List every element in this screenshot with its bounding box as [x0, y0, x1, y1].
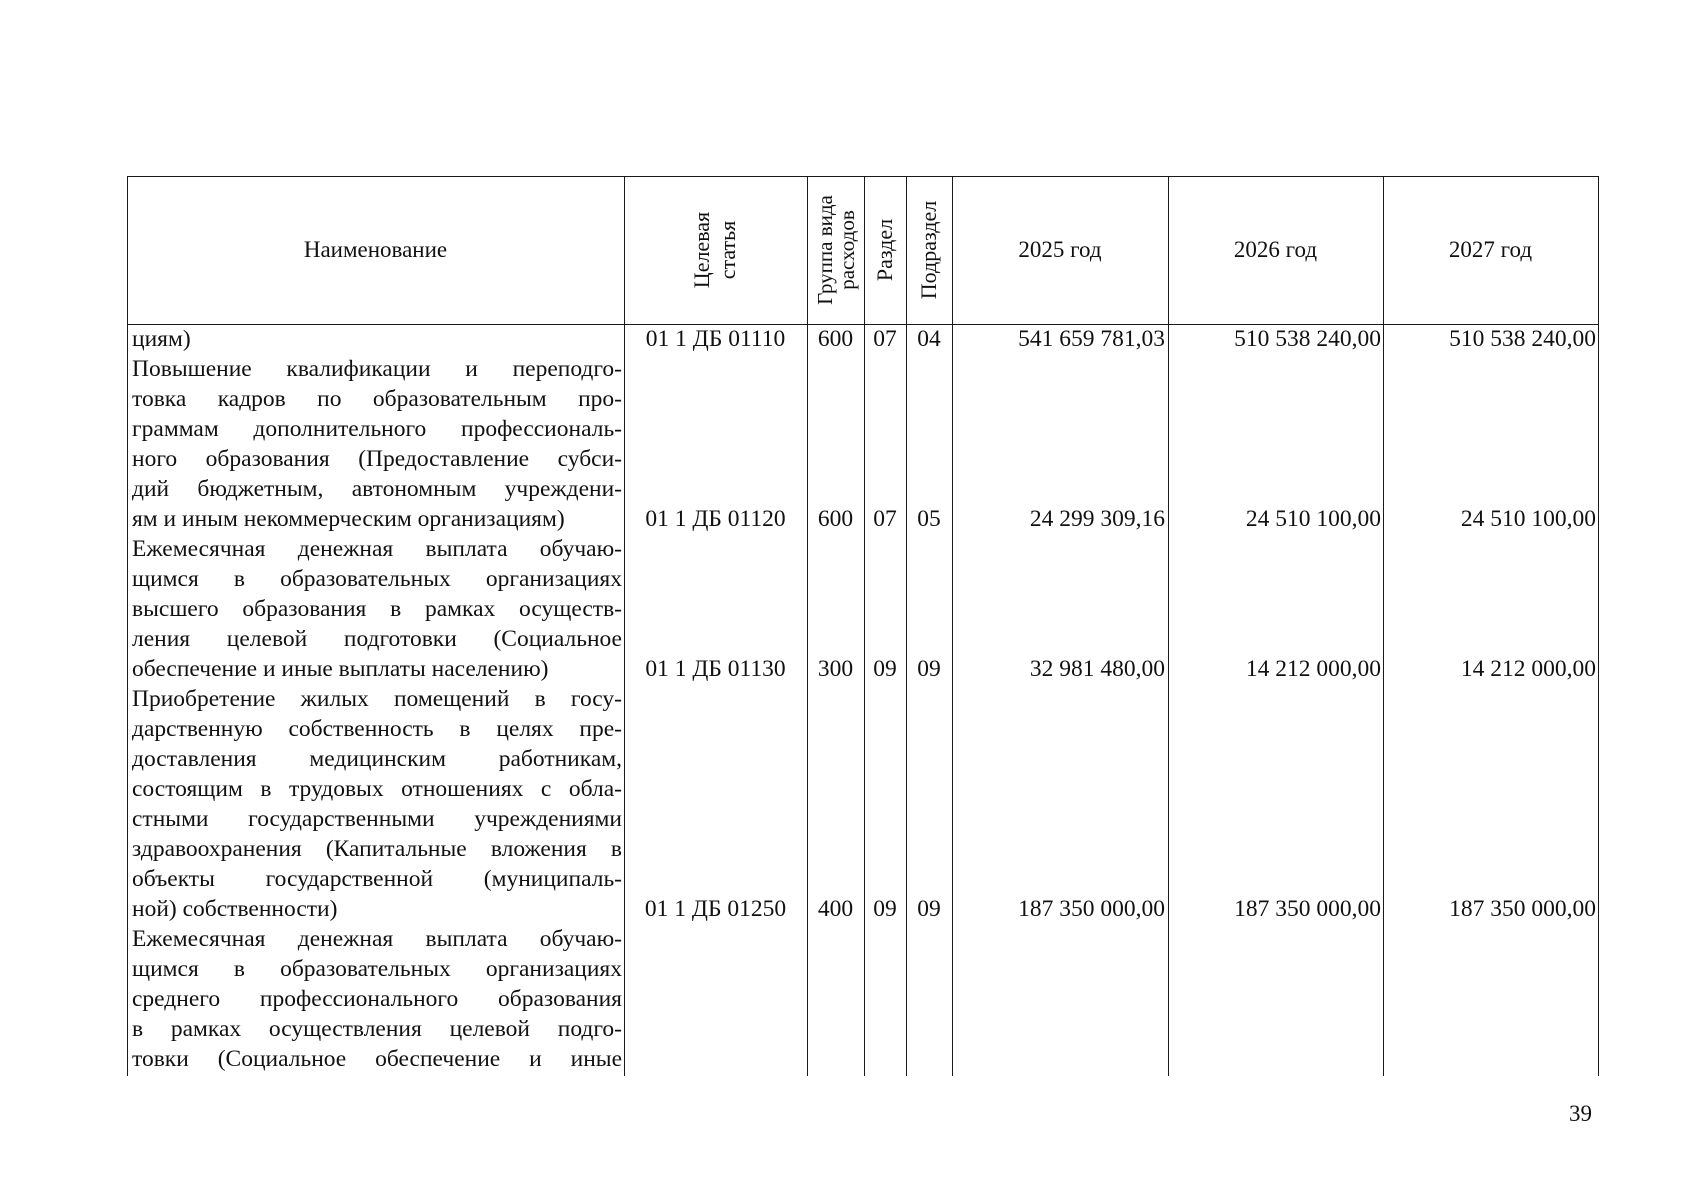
- cell-2025: 24 299 309,16: [1029, 506, 1165, 532]
- cell-article: 01 1 ДБ 01130: [645, 656, 786, 682]
- name-line: Повышение квалификации и переподго-: [132, 356, 622, 382]
- name-line: циям): [132, 326, 191, 352]
- cell-section: 07: [873, 326, 897, 352]
- name-line: среднего профессионального образования: [132, 986, 622, 1012]
- name-line: Ежемесячная денежная выплата обучаю-: [132, 926, 622, 952]
- cell-article: 01 1 ДБ 01250: [644, 896, 787, 922]
- name-line: граммам дополнительного профессиональ-: [132, 416, 622, 442]
- cell-2025: 32 981 480,00: [1029, 656, 1165, 682]
- budget-table: [127, 176, 1599, 1076]
- header-2025: 2025 год: [1018, 237, 1102, 262]
- name-column: [132, 324, 622, 1074]
- cell-group: 600: [817, 506, 854, 532]
- header-2026: 2026 год: [1233, 237, 1318, 262]
- cell-2026: 14 212 000,00: [1245, 656, 1381, 682]
- page-number: 39: [1569, 1101, 1592, 1126]
- cell-subsection: 09: [917, 896, 941, 922]
- cell-2027: 14 212 000,00: [1460, 656, 1596, 682]
- cell-article: 01 1 ДБ 01120: [645, 506, 786, 532]
- cell-section: 09: [873, 656, 897, 682]
- cell-2025: 541 659 781,03: [1018, 326, 1165, 352]
- cell-section: 09: [873, 896, 897, 922]
- cell-article: 01 1 ДБ 01110: [645, 326, 786, 352]
- header-subsection: Подраздел: [916, 200, 942, 300]
- name-line: Ежемесячная денежная выплата обучаю-: [132, 536, 622, 562]
- cell-2027: 187 350 000,00: [1449, 896, 1596, 922]
- cell-group: 300: [817, 656, 854, 682]
- cell-2026: 187 350 000,00: [1234, 896, 1381, 922]
- name-line: объекты государственной (муниципаль-: [132, 866, 622, 892]
- name-line: Приобретение жилых помещений в госу-: [132, 686, 622, 712]
- header-2027: 2027 год: [1448, 237, 1533, 262]
- name-line: ной) собственности): [132, 896, 338, 922]
- cell-2027: 24 510 100,00: [1460, 506, 1596, 532]
- name-line: здравоохранения (Капитальные вложения в: [132, 836, 622, 862]
- cell-subsection: 04: [917, 326, 941, 352]
- cell-2027: 510 538 240,00: [1449, 326, 1596, 352]
- header-name: Наименование: [303, 237, 448, 262]
- name-line: доставления медицинским работникам,: [132, 746, 622, 772]
- name-line: состоящим в трудовых отношениях с обла-: [132, 776, 622, 802]
- cell-subsection: 05: [917, 506, 941, 532]
- cell-2026: 24 510 100,00: [1245, 506, 1381, 532]
- name-line: щимся в образовательных организациях: [132, 956, 622, 982]
- name-line: ного образования (Предоставление субси-: [132, 446, 622, 472]
- cell-group: 600: [817, 326, 854, 352]
- name-line: стными государственными учреждениями: [132, 806, 622, 832]
- header-expense-group: Группа вида расходов: [812, 195, 859, 305]
- name-line: товка кадров по образовательным про-: [132, 386, 622, 412]
- cell-2026: 510 538 240,00: [1234, 326, 1381, 352]
- name-line: щимся в образовательных организациях: [132, 566, 622, 592]
- name-line: товки (Социальное обеспечение и иные: [132, 1046, 622, 1072]
- cell-section: 07: [873, 506, 897, 532]
- col-border: [1598, 176, 1599, 1076]
- name-line: ления целевой подготовки (Социальное: [132, 626, 622, 652]
- name-line: в рамках осуществления целевой подго-: [132, 1016, 622, 1042]
- cell-2025: 187 350 000,00: [1018, 896, 1165, 922]
- cell-subsection: 09: [917, 656, 941, 682]
- name-line: дарственную собственность в целях пре-: [132, 716, 622, 742]
- name-line: высшего образования в рамках осуществ-: [132, 596, 622, 622]
- header-target-article: Целевая статья: [689, 211, 741, 289]
- name-line: ям и иным некоммерческим организациям): [132, 506, 565, 532]
- header-section: Раздел: [872, 218, 898, 282]
- name-line: обеспечение и иные выплаты населению): [132, 656, 549, 682]
- name-line: дий бюджетным, автономным учреждени-: [132, 476, 622, 502]
- cell-group: 400: [817, 896, 854, 922]
